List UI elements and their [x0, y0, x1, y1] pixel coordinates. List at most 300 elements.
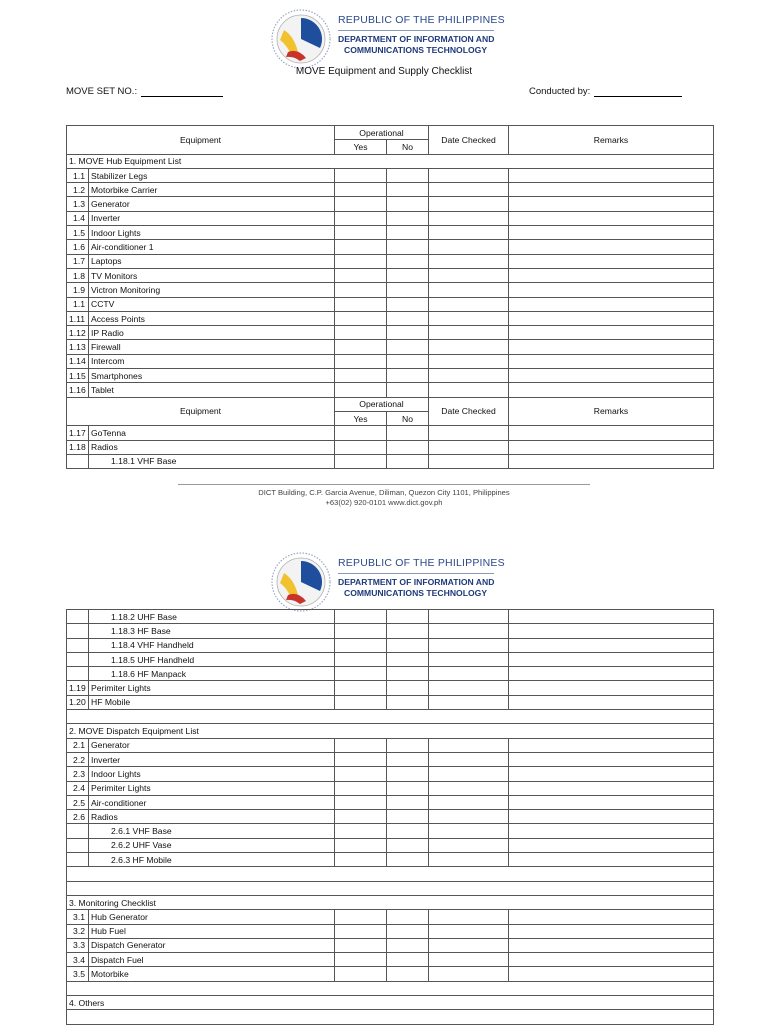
dict-seal-icon — [270, 551, 332, 613]
date-checked-cell[interactable] — [429, 781, 509, 795]
date-checked-cell[interactable] — [429, 838, 509, 852]
yes-cell[interactable] — [335, 767, 387, 781]
no-cell[interactable] — [387, 910, 429, 924]
no-cell[interactable] — [387, 454, 429, 468]
remarks-cell[interactable] — [509, 383, 714, 397]
no-cell[interactable] — [387, 853, 429, 867]
table-row — [67, 810, 714, 824]
no-cell[interactable] — [387, 738, 429, 752]
yes-cell[interactable] — [335, 695, 387, 709]
yes-cell[interactable] — [335, 440, 387, 454]
remarks-cell[interactable] — [509, 910, 714, 924]
remarks-cell[interactable] — [509, 240, 714, 254]
item-name: Generator — [89, 738, 335, 752]
header-rule — [338, 30, 494, 31]
no-cell[interactable] — [387, 340, 429, 354]
date-checked-cell[interactable] — [429, 211, 509, 225]
remarks-cell[interactable] — [509, 426, 714, 440]
yes-cell[interactable] — [335, 283, 387, 297]
dict-seal-icon — [270, 8, 332, 70]
date-checked-cell[interactable] — [429, 938, 509, 952]
table-row — [67, 681, 714, 695]
col-remarks: Remarks — [509, 126, 714, 155]
no-cell[interactable] — [387, 667, 429, 681]
table-row — [67, 226, 714, 240]
item-name: Indoor Lights — [89, 226, 335, 240]
date-checked-cell[interactable] — [429, 197, 509, 211]
remarks-cell[interactable] — [509, 624, 714, 638]
remarks-cell[interactable] — [509, 853, 714, 867]
blank-cell — [67, 710, 714, 724]
no-cell[interactable] — [387, 767, 429, 781]
no-cell[interactable] — [387, 283, 429, 297]
item-number: 1.8 — [67, 268, 89, 282]
table-header-repeat — [67, 397, 714, 426]
date-checked-cell[interactable] — [429, 910, 509, 924]
item-name: Firewall — [89, 340, 335, 354]
remarks-cell[interactable] — [509, 440, 714, 454]
item-name: Victron Monitoring — [89, 283, 335, 297]
remarks-cell[interactable] — [509, 938, 714, 952]
item-name: Intercom — [89, 354, 335, 368]
yes-cell[interactable] — [335, 268, 387, 282]
item-name: Radios — [89, 440, 335, 454]
item-name: Motorbike Carrier — [89, 183, 335, 197]
table-row — [67, 354, 714, 368]
remarks-cell[interactable] — [509, 652, 714, 666]
yes-cell[interactable] — [335, 211, 387, 225]
remarks-cell[interactable] — [509, 340, 714, 354]
item-number: 1.4 — [67, 211, 89, 225]
item-number — [67, 652, 89, 666]
date-checked-cell[interactable] — [429, 297, 509, 311]
col-date-checked: Date Checked — [429, 397, 509, 426]
no-cell[interactable] — [387, 369, 429, 383]
remarks-cell[interactable] — [509, 781, 714, 795]
item-number: 1.18 — [67, 440, 89, 454]
item-number: 1.17 — [67, 426, 89, 440]
item-name: IP Radio — [89, 326, 335, 340]
yes-cell[interactable] — [335, 781, 387, 795]
no-cell[interactable] — [387, 967, 429, 981]
table-row — [67, 624, 714, 638]
item-name: Motorbike — [89, 967, 335, 981]
remarks-cell[interactable] — [509, 454, 714, 468]
no-cell[interactable] — [387, 652, 429, 666]
item-number — [67, 824, 89, 838]
remarks-cell[interactable] — [509, 254, 714, 268]
section-title: 1. MOVE Hub Equipment List — [67, 154, 714, 168]
item-name: HF Mobile — [89, 695, 335, 709]
table-row — [67, 738, 714, 752]
table-row — [67, 610, 714, 624]
item-number: 1.6 — [67, 240, 89, 254]
date-checked-cell[interactable] — [429, 454, 509, 468]
date-checked-cell[interactable] — [429, 440, 509, 454]
department-name: DEPARTMENT OF INFORMATION AND COMMUNICATIONS TECHNOLOGY — [338, 577, 495, 598]
item-name: Laptops — [89, 254, 335, 268]
yes-cell[interactable] — [335, 752, 387, 766]
item-number: 1.19 — [67, 681, 89, 695]
table-row — [67, 667, 714, 681]
remarks-cell[interactable] — [509, 610, 714, 624]
table-row — [67, 938, 714, 952]
item-number: 3.5 — [67, 967, 89, 981]
checklist-table-2 — [66, 609, 714, 1025]
header-rule — [338, 573, 494, 574]
item-number: 1.12 — [67, 326, 89, 340]
col-equipment: Equipment — [67, 126, 335, 155]
remarks-cell[interactable] — [509, 226, 714, 240]
yes-cell[interactable] — [335, 326, 387, 340]
yes-cell[interactable] — [335, 168, 387, 182]
remarks-cell[interactable] — [509, 183, 714, 197]
table-row — [67, 369, 714, 383]
letterhead — [270, 551, 505, 615]
item-name: 1.18.3 HF Base — [89, 624, 335, 638]
remarks-cell[interactable] — [509, 354, 714, 368]
remarks-cell[interactable] — [509, 283, 714, 297]
item-name: Air-conditioner — [89, 795, 335, 809]
remarks-cell[interactable] — [509, 311, 714, 325]
blank-row — [67, 881, 714, 895]
date-checked-cell[interactable] — [429, 824, 509, 838]
table-row — [67, 953, 714, 967]
remarks-cell[interactable] — [509, 924, 714, 938]
no-cell[interactable] — [387, 624, 429, 638]
date-checked-cell[interactable] — [429, 254, 509, 268]
no-cell[interactable] — [387, 924, 429, 938]
item-number: 1.11 — [67, 311, 89, 325]
republic-heading: REPUBLIC OF THE PHILIPPINES — [338, 14, 505, 26]
item-name: TV Monitors — [89, 268, 335, 282]
item-name: Generator — [89, 197, 335, 211]
remarks-cell[interactable] — [509, 369, 714, 383]
date-checked-cell[interactable] — [429, 853, 509, 867]
item-number — [67, 624, 89, 638]
yes-cell[interactable] — [335, 738, 387, 752]
yes-cell[interactable] — [335, 297, 387, 311]
section-title: 3. Monitoring Checklist — [67, 895, 714, 909]
remarks-cell[interactable] — [509, 168, 714, 182]
no-cell[interactable] — [387, 610, 429, 624]
table-row — [67, 767, 714, 781]
no-cell[interactable] — [387, 311, 429, 325]
yes-cell[interactable] — [335, 454, 387, 468]
blank-row — [67, 1010, 714, 1024]
table-header — [67, 126, 714, 155]
yes-cell[interactable] — [335, 226, 387, 240]
remarks-cell[interactable] — [509, 695, 714, 709]
remarks-cell[interactable] — [509, 752, 714, 766]
item-name: 1.18.5 UHF Handheld — [89, 652, 335, 666]
date-checked-cell[interactable] — [429, 924, 509, 938]
yes-cell[interactable] — [335, 240, 387, 254]
date-checked-cell[interactable] — [429, 354, 509, 368]
date-checked-cell[interactable] — [429, 967, 509, 981]
yes-cell[interactable] — [335, 953, 387, 967]
table-row — [67, 426, 714, 440]
table-row — [67, 183, 714, 197]
no-cell[interactable] — [387, 810, 429, 824]
date-checked-cell[interactable] — [429, 695, 509, 709]
yes-cell[interactable] — [335, 938, 387, 952]
col-date-checked: Date Checked — [429, 126, 509, 155]
yes-cell[interactable] — [335, 667, 387, 681]
no-cell[interactable] — [387, 326, 429, 340]
date-checked-cell[interactable] — [429, 240, 509, 254]
table-row — [67, 340, 714, 354]
table-row — [67, 311, 714, 325]
no-cell[interactable] — [387, 168, 429, 182]
table-row — [67, 924, 714, 938]
remarks-cell[interactable] — [509, 297, 714, 311]
remarks-cell[interactable] — [509, 767, 714, 781]
yes-cell[interactable] — [335, 910, 387, 924]
date-checked-cell[interactable] — [429, 953, 509, 967]
item-name: Hub Generator — [89, 910, 335, 924]
date-checked-cell[interactable] — [429, 168, 509, 182]
date-checked-cell[interactable] — [429, 426, 509, 440]
department-name: DEPARTMENT OF INFORMATION AND COMMUNICATIONS TECHNOLOGY — [338, 34, 495, 55]
yes-cell[interactable] — [335, 610, 387, 624]
remarks-cell[interactable] — [509, 967, 714, 981]
no-cell[interactable] — [387, 938, 429, 952]
page-footer: DICT Building, C.P. Garcia Avenue, Diliman, Quezon City 1101, Philippines +63(02) 920-0101 www.dict.gov.ph — [178, 484, 590, 508]
date-checked-cell[interactable] — [429, 767, 509, 781]
no-cell[interactable] — [387, 254, 429, 268]
yes-cell[interactable] — [335, 838, 387, 852]
col-no: No — [387, 140, 429, 154]
remarks-cell[interactable] — [509, 795, 714, 809]
remarks-cell[interactable] — [509, 681, 714, 695]
item-number: 2.4 — [67, 781, 89, 795]
date-checked-cell[interactable] — [429, 795, 509, 809]
item-number: 2.6 — [67, 810, 89, 824]
date-checked-cell[interactable] — [429, 624, 509, 638]
blank-cell — [67, 1010, 714, 1024]
item-name: 1.18.4 VHF Handheld — [89, 638, 335, 652]
remarks-cell[interactable] — [509, 268, 714, 282]
item-number: 1.20 — [67, 695, 89, 709]
item-number: 3.1 — [67, 910, 89, 924]
date-checked-cell[interactable] — [429, 383, 509, 397]
date-checked-cell[interactable] — [429, 311, 509, 325]
item-number: 1.16 — [67, 383, 89, 397]
table-row — [67, 326, 714, 340]
item-name: Inverter — [89, 211, 335, 225]
blank-cell — [67, 981, 714, 995]
table-row — [67, 211, 714, 225]
section-title: 2. MOVE Dispatch Equipment List — [67, 724, 714, 738]
no-cell[interactable] — [387, 240, 429, 254]
item-name: CCTV — [89, 297, 335, 311]
table-row — [67, 910, 714, 924]
item-number: 1.13 — [67, 340, 89, 354]
section-header-row — [67, 154, 714, 168]
date-checked-cell[interactable] — [429, 610, 509, 624]
yes-cell[interactable] — [335, 681, 387, 695]
item-name: 2.6.3 HF Mobile — [89, 853, 335, 867]
yes-cell[interactable] — [335, 638, 387, 652]
date-checked-cell[interactable] — [429, 667, 509, 681]
page-2 — [0, 520, 768, 1024]
continued-rows — [67, 610, 714, 1025]
no-cell[interactable] — [387, 211, 429, 225]
table-row — [67, 838, 714, 852]
yes-cell[interactable] — [335, 311, 387, 325]
table-row — [67, 240, 714, 254]
item-number: 2.3 — [67, 767, 89, 781]
item-number: 1.14 — [67, 354, 89, 368]
no-cell[interactable] — [387, 752, 429, 766]
item-name: GoTenna — [89, 426, 335, 440]
item-number: 1.1 — [67, 297, 89, 311]
remarks-cell[interactable] — [509, 810, 714, 824]
table-row — [67, 454, 714, 468]
col-equipment: Equipment — [67, 397, 335, 426]
col-yes: Yes — [335, 411, 387, 425]
date-checked-cell[interactable] — [429, 369, 509, 383]
date-checked-cell[interactable] — [429, 810, 509, 824]
no-cell[interactable] — [387, 383, 429, 397]
item-number: 1.15 — [67, 369, 89, 383]
no-cell[interactable] — [387, 953, 429, 967]
date-checked-cell[interactable] — [429, 340, 509, 354]
date-checked-cell[interactable] — [429, 738, 509, 752]
table-row — [67, 853, 714, 867]
date-checked-cell[interactable] — [429, 681, 509, 695]
col-no: No — [387, 411, 429, 425]
no-cell[interactable] — [387, 268, 429, 282]
no-cell[interactable] — [387, 638, 429, 652]
item-name: 2.6.1 VHF Base — [89, 824, 335, 838]
item-number: 3.2 — [67, 924, 89, 938]
date-checked-cell[interactable] — [429, 638, 509, 652]
table-row — [67, 268, 714, 282]
no-cell[interactable] — [387, 440, 429, 454]
date-checked-cell[interactable] — [429, 283, 509, 297]
no-cell[interactable] — [387, 226, 429, 240]
yes-cell[interactable] — [335, 810, 387, 824]
date-checked-cell[interactable] — [429, 226, 509, 240]
no-cell[interactable] — [387, 681, 429, 695]
remarks-cell[interactable] — [509, 838, 714, 852]
blank-cell — [67, 867, 714, 881]
no-cell[interactable] — [387, 795, 429, 809]
item-name: Air-conditioner 1 — [89, 240, 335, 254]
remarks-cell[interactable] — [509, 953, 714, 967]
republic-heading: REPUBLIC OF THE PHILIPPINES — [338, 557, 505, 569]
yes-cell[interactable] — [335, 354, 387, 368]
date-checked-cell[interactable] — [429, 326, 509, 340]
yes-cell[interactable] — [335, 652, 387, 666]
item-number: 2.1 — [67, 738, 89, 752]
item-number: 3.3 — [67, 938, 89, 952]
item-number: 1.5 — [67, 226, 89, 240]
yes-cell[interactable] — [335, 369, 387, 383]
item-number — [67, 454, 89, 468]
item-name: Radios — [89, 810, 335, 824]
yes-cell[interactable] — [335, 924, 387, 938]
remarks-cell[interactable] — [509, 197, 714, 211]
remarks-cell[interactable] — [509, 638, 714, 652]
yes-cell[interactable] — [335, 254, 387, 268]
date-checked-cell[interactable] — [429, 652, 509, 666]
blank-row — [67, 710, 714, 724]
no-cell[interactable] — [387, 838, 429, 852]
table-row — [67, 254, 714, 268]
date-checked-cell[interactable] — [429, 752, 509, 766]
no-cell[interactable] — [387, 695, 429, 709]
table-row — [67, 283, 714, 297]
remarks-cell[interactable] — [509, 667, 714, 681]
no-cell[interactable] — [387, 354, 429, 368]
item-name: Hub Fuel — [89, 924, 335, 938]
no-cell[interactable] — [387, 426, 429, 440]
col-remarks: Remarks — [509, 397, 714, 426]
remarks-cell[interactable] — [509, 326, 714, 340]
section-header-row — [67, 895, 714, 909]
yes-cell[interactable] — [335, 795, 387, 809]
table-row — [67, 967, 714, 981]
item-name: Smartphones — [89, 369, 335, 383]
checklist-table-1 — [66, 125, 714, 469]
no-cell[interactable] — [387, 183, 429, 197]
table-row — [67, 638, 714, 652]
letterhead — [270, 8, 505, 72]
yes-cell[interactable] — [335, 967, 387, 981]
no-cell[interactable] — [387, 197, 429, 211]
yes-cell[interactable] — [335, 426, 387, 440]
item-number — [67, 610, 89, 624]
item-name: Tablet — [89, 383, 335, 397]
remarks-cell[interactable] — [509, 738, 714, 752]
item-name: Perimiter Lights — [89, 781, 335, 795]
table-row — [67, 652, 714, 666]
yes-cell[interactable] — [335, 824, 387, 838]
remarks-cell[interactable] — [509, 211, 714, 225]
date-checked-cell[interactable] — [429, 268, 509, 282]
yes-cell[interactable] — [335, 183, 387, 197]
remarks-cell[interactable] — [509, 824, 714, 838]
date-checked-cell[interactable] — [429, 183, 509, 197]
yes-cell[interactable] — [335, 340, 387, 354]
yes-cell[interactable] — [335, 383, 387, 397]
section-title: 4. Others — [67, 996, 714, 1010]
item-name: 1.18.1 VHF Base — [89, 454, 335, 468]
conducted-by-field[interactable]: Conducted by: — [529, 86, 682, 97]
no-cell[interactable] — [387, 824, 429, 838]
no-cell[interactable] — [387, 297, 429, 311]
section-header-row — [67, 996, 714, 1010]
item-number: 1.2 — [67, 183, 89, 197]
col-operational: Operational — [335, 126, 429, 140]
item-number: 1.9 — [67, 283, 89, 297]
hub-equipment-rows — [67, 154, 714, 397]
item-number: 2.2 — [67, 752, 89, 766]
item-number: 1.1 — [67, 168, 89, 182]
table-row — [67, 197, 714, 211]
item-number: 1.7 — [67, 254, 89, 268]
item-number: 2.5 — [67, 795, 89, 809]
yes-cell[interactable] — [335, 853, 387, 867]
no-cell[interactable] — [387, 781, 429, 795]
yes-cell[interactable] — [335, 197, 387, 211]
yes-cell[interactable] — [335, 624, 387, 638]
item-name: Stabilizer Legs — [89, 168, 335, 182]
move-set-field[interactable]: MOVE SET NO.: — [66, 86, 223, 97]
